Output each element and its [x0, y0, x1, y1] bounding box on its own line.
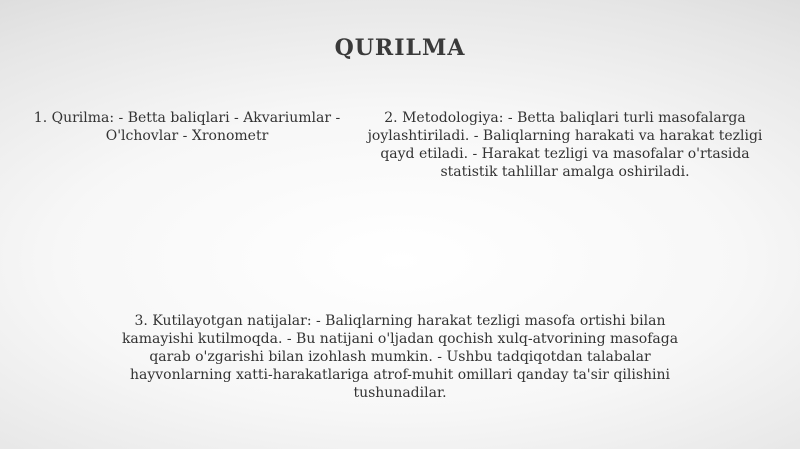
methodology-text: 2. Metodologiya: - Betta baliqlari turli masofalarga joylashtiriladi. - Baliqlarning harakati va harakat tezligi qayd etiladi. - Harakat tezligi va masofalar o'rtasida statistik tahlillar amalga oshiriladi.	[367, 110, 763, 180]
expected-results-text: 3. Kutilayotgan natijalar: - Baliqlarning harakat tezligi masofa ortishi bilan kamayishi kutilmoqda. - Bu natijani o'ljadan qochish xulq-atvorining masofaga qarab o'zgarishi bilan izohlash mumkin. - Ushbu tadqiqotdan talabalar hayvonlarning xatti-harakatlariga atrof-muhit omillari qanday ta'sir qilishini tushunadilar.	[121, 313, 679, 401]
slide-title: QURILMA	[334, 35, 466, 61]
equipment-text: 1. Qurilma: - Betta baliqlari - Akvariumlar - O'lchovlar - Xronometr	[33, 110, 341, 144]
